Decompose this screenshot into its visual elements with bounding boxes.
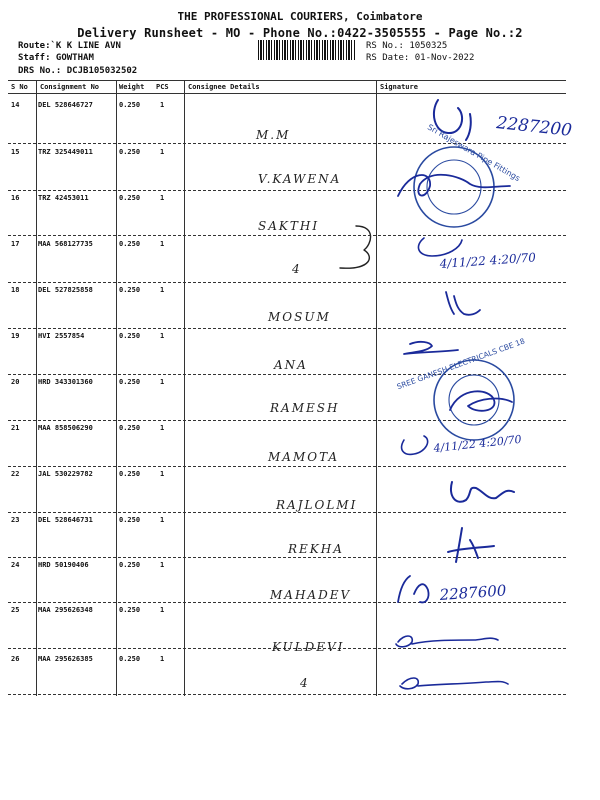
col-header-pcs: PCS [156, 83, 169, 91]
col-header-sno: S No [11, 83, 28, 91]
row-separator [8, 602, 566, 603]
signature-scribble [398, 175, 510, 196]
row-separator [8, 328, 566, 329]
bracket-mark [340, 226, 371, 268]
row-weight: 0.250 [119, 655, 141, 663]
consignee-name: REKHA [288, 542, 344, 556]
row-weight: 0.250 [119, 378, 141, 386]
row-sno: 17 [11, 240, 20, 248]
row-separator [8, 235, 566, 236]
signature-date: 4/11/22 4:20/70 [439, 250, 537, 271]
row-sno: 23 [11, 516, 20, 524]
rubber-stamp [414, 123, 522, 227]
signature-scribble [400, 678, 508, 689]
table-header-border [8, 93, 566, 94]
consignee-name: ANA [274, 358, 308, 372]
svg-text:Sri Rajeswara Pipe Fittings: Sri Rajeswara Pipe Fittings [425, 122, 522, 184]
row-sno: 19 [11, 332, 20, 340]
row-pcs: 1 [160, 516, 165, 524]
row-sno: 26 [11, 655, 20, 663]
drs-number: DRS No.: DCJB105032502 [18, 66, 138, 76]
table-top-border [8, 80, 566, 81]
row-sno: 22 [11, 470, 20, 478]
row-separator [8, 282, 566, 283]
column-divider [184, 80, 185, 696]
row-consignment: TRZ 42453011 [38, 194, 89, 202]
barcode [258, 40, 356, 60]
row-pcs: 1 [160, 194, 165, 202]
rs-date: RS Date: 01-Nov-2022 [366, 53, 475, 63]
svg-text:SREE GANESH ELECTRICALS CBE 18: SREE GANESH ELECTRICALS CBE 18 [395, 336, 527, 392]
column-divider [36, 80, 37, 696]
row-consignment: HRD 343301360 [38, 378, 93, 386]
col-header-consignee: Consignee Details [188, 83, 260, 91]
column-divider [116, 80, 117, 696]
row-consignment: MAA 858506290 [38, 424, 93, 432]
row-separator [8, 374, 566, 375]
row-consignment: JAL 530229782 [38, 470, 93, 478]
consignee-note: 4 [292, 262, 302, 276]
consignee-name: MOSUM [268, 310, 331, 324]
row-separator [8, 512, 566, 513]
row-sno: 20 [11, 378, 20, 386]
row-weight: 0.250 [119, 240, 141, 248]
row-sno: 14 [11, 101, 20, 109]
consignee-name: MAHADEV [270, 588, 352, 602]
signature-scribble [451, 482, 514, 502]
row-weight: 0.250 [119, 286, 141, 294]
row-sno: 18 [11, 286, 20, 294]
signature-scribble [404, 342, 458, 354]
consignee-name: KULDEVI [272, 640, 345, 654]
col-header-weight: Weight [119, 83, 145, 91]
row-pcs: 1 [160, 470, 165, 478]
row-sno: 16 [11, 194, 20, 202]
row-consignment: DEL 528646731 [38, 516, 93, 524]
row-consignment: MAA 295626385 [38, 655, 93, 663]
consignee-name: V.KAWENA [258, 172, 342, 186]
runsheet-subtitle: Delivery Runsheet - MO - Phone No.:0422-3505555 - Page No.:2 [77, 26, 523, 40]
row-sno: 15 [11, 148, 20, 156]
row-sno: 24 [11, 561, 20, 569]
signature-scribble [434, 100, 471, 140]
consignee-name: RAMESH [270, 401, 340, 415]
row-pcs: 1 [160, 378, 165, 386]
signature-scribble [418, 238, 462, 256]
row-pcs: 1 [160, 561, 165, 569]
row-pcs: 1 [160, 332, 165, 340]
signature-scribble [446, 292, 480, 315]
signature-scribble [398, 576, 429, 602]
row-separator [8, 466, 566, 467]
row-pcs: 1 [160, 148, 165, 156]
consignee-name: MAMOTA [268, 450, 340, 464]
row-sno: 21 [11, 424, 20, 432]
consignee-name: RAJLOLMI [276, 498, 358, 512]
row-pcs: 1 [160, 606, 165, 614]
row-pcs: 1 [160, 655, 165, 663]
consignee-name: SAKTHI [258, 219, 320, 233]
route-label: Route:`K K LINE AVN [18, 41, 121, 51]
row-weight: 0.250 [119, 194, 141, 202]
row-consignment: MAA 295626348 [38, 606, 93, 614]
staff-label: Staff: GOWTHAM [18, 53, 94, 63]
row-consignment: HVI 2557854 [38, 332, 85, 340]
row-pcs: 1 [160, 101, 165, 109]
row-weight: 0.250 [119, 470, 141, 478]
signature-scribble [450, 391, 512, 410]
row-weight: 0.250 [119, 332, 141, 340]
consignee-name: M.M [256, 128, 291, 142]
row-sno: 25 [11, 606, 20, 614]
row-consignment: TRZ 325449011 [38, 148, 93, 156]
row-separator [8, 190, 566, 191]
row-weight: 0.250 [119, 424, 141, 432]
row-pcs: 1 [160, 424, 165, 432]
row-consignment: DEL 527825858 [38, 286, 93, 294]
row-separator [8, 420, 566, 421]
row-weight: 0.250 [119, 148, 141, 156]
signature-date: 4/11/22 4:20/70 [432, 432, 523, 455]
consignee-note: 4 [300, 676, 310, 690]
row-pcs: 1 [160, 286, 165, 294]
row-separator [8, 557, 566, 558]
rubber-stamp [396, 336, 527, 440]
row-weight: 0.250 [119, 516, 141, 524]
row-consignment: MAA 568127735 [38, 240, 93, 248]
column-divider [376, 80, 377, 696]
row-weight: 0.250 [119, 561, 141, 569]
row-weight: 0.250 [119, 101, 141, 109]
signature-phone: 2287200 [495, 113, 573, 141]
signature-phone: 2287600 [439, 581, 507, 604]
company-title: THE PROFESSIONAL COURIERS, Coimbatore [177, 10, 423, 23]
rs-number: RS No.: 1050325 [366, 41, 448, 51]
col-header-signature: Signature [380, 83, 418, 91]
signature-scribble [396, 636, 498, 647]
row-separator [8, 694, 566, 695]
row-consignment: HRD 50190406 [38, 561, 89, 569]
row-separator [8, 143, 566, 144]
row-weight: 0.250 [119, 606, 141, 614]
row-pcs: 1 [160, 240, 165, 248]
col-header-consignment: Consignment No [40, 83, 100, 91]
signature-scribble [402, 436, 428, 454]
row-consignment: DEL 528646727 [38, 101, 93, 109]
